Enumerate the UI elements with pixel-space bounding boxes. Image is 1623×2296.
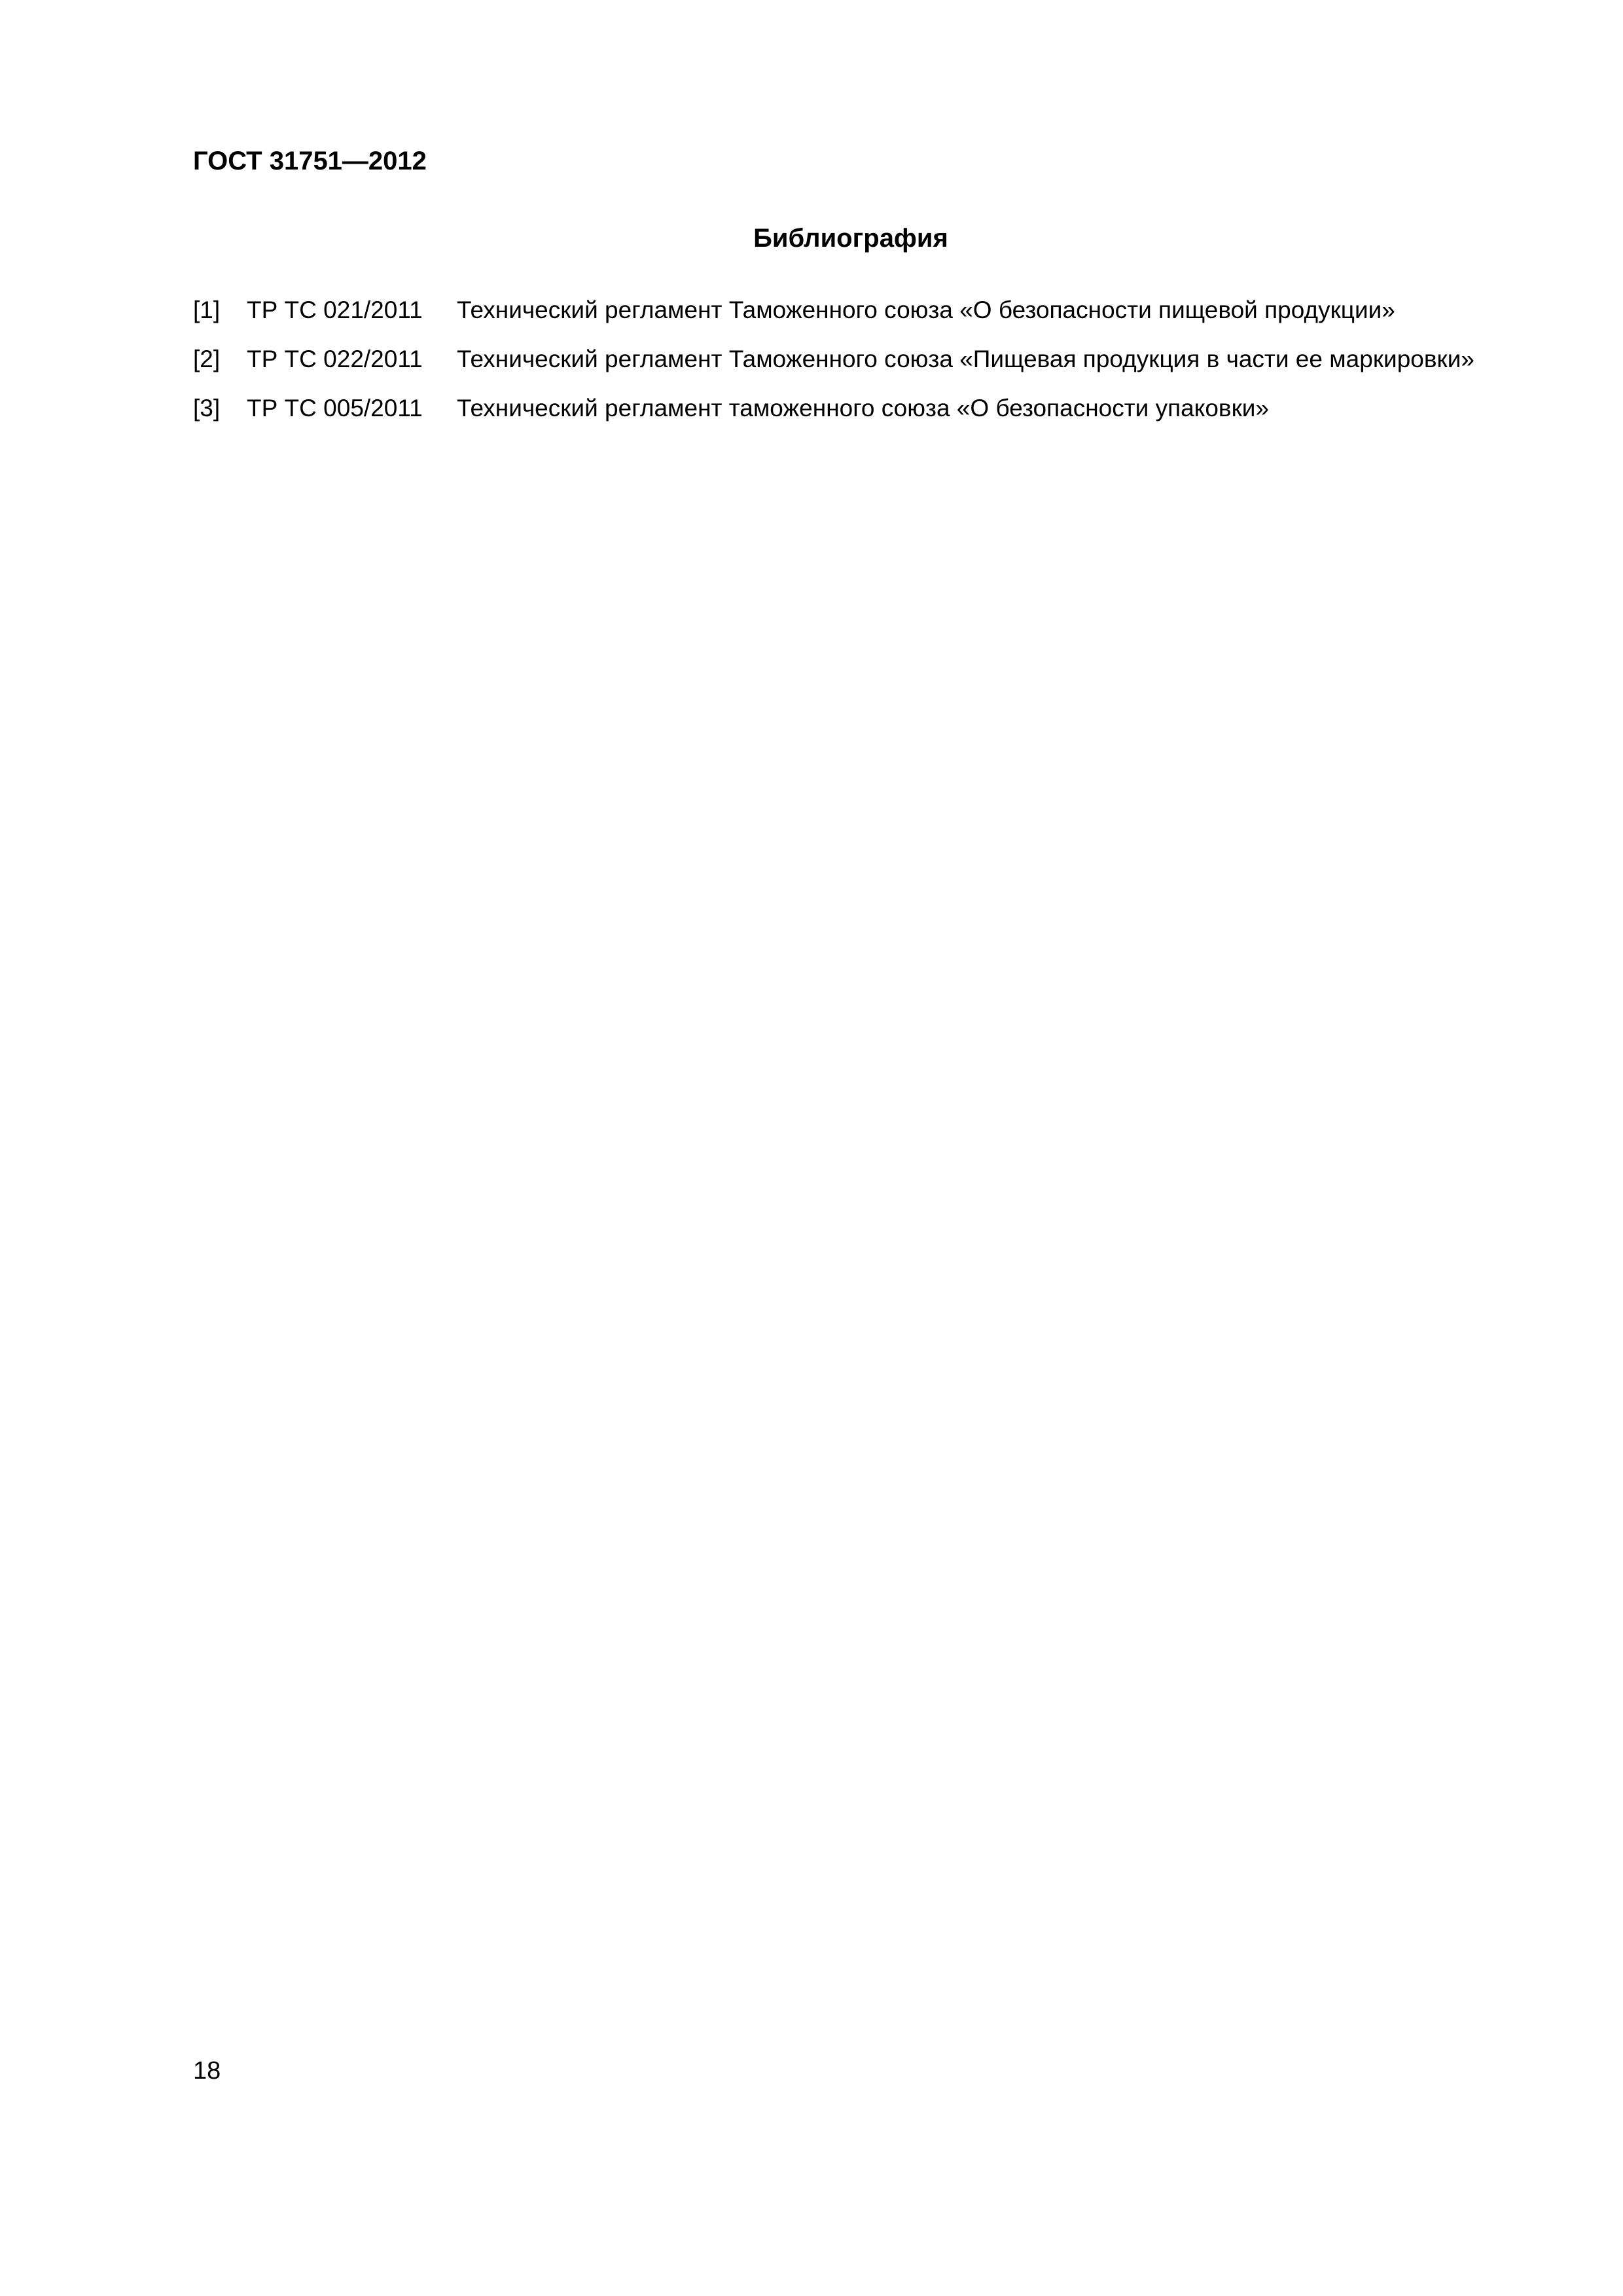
section-title: Библиография [753, 224, 948, 253]
document-code-header: ГОСТ 31751—2012 [193, 147, 427, 175]
entry-title: Технический регламент Таможенного союза «О безопасности пищевой продукции» [457, 296, 1395, 323]
bibliography-entry [193, 295, 1502, 344]
bibliography-entry [193, 393, 1502, 442]
bibliography-entry [193, 344, 1502, 393]
entry-code: ТР ТС 005/2011 [247, 395, 423, 422]
entry-code: ТР ТС 021/2011 [247, 296, 423, 323]
entry-number: [2] [193, 346, 221, 372]
entry-number: [3] [193, 395, 221, 422]
page-number: 18 [193, 2057, 221, 2085]
entry-title: Технический регламент Таможенного союза «Пищевая продукция в части ее маркировки» [457, 346, 1474, 372]
entry-title: Технический регламент таможенного союза «О безопасности упаковки» [457, 395, 1270, 422]
entry-code: ТР ТС 022/2011 [247, 346, 423, 372]
bibliography-list [193, 295, 1502, 442]
entry-number: [1] [193, 296, 221, 323]
